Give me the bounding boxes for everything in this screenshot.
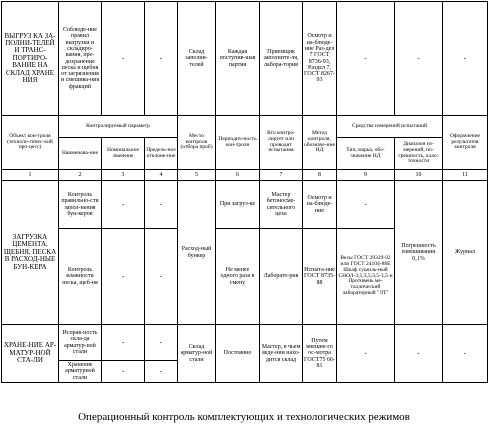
cell-means-storage: -: [337, 325, 395, 383]
cell-object-storage: ХРАНЕ-НИЕ АР-МАТУР-НОЙ СТА-ЛИ: [2, 325, 59, 383]
header-tolerance: Предель-ное отклоне-ние: [145, 138, 178, 170]
header-method: Метод контроля, обозначе-ние НД: [303, 116, 337, 170]
cell-periodicity-loading-1: При загруз-ке: [216, 181, 260, 229]
cell-place-loading: Расход-ный бункер: [178, 181, 216, 325]
column-numbers-row: [2, 170, 488, 181]
column-number: 5: [178, 170, 216, 181]
cell-tolerance-loading-2: -: [145, 229, 178, 325]
table-row-storage-1: [2, 325, 488, 361]
control-table: [1, 1, 488, 383]
header-object: Объект кон-троля (техноло-гичес-кий про-цесс): [2, 116, 59, 170]
cell-param-loading-1: Контроль правильно-сти запол-нения бун-керов: [59, 181, 102, 229]
header-row-1: [2, 116, 488, 138]
document-page: [1, 1, 487, 429]
cell-registration-unloading: -: [443, 2, 488, 116]
cell-registration-loading: Журнал: [443, 181, 488, 325]
cell-means-unloading: -: [337, 2, 395, 116]
cell-nominal-storage-2: -: [102, 361, 145, 383]
cell-periodicity-storage: Постоянно: [216, 325, 260, 383]
caption: Операционный контроль комплектующих и технологических режимов: [78, 411, 410, 423]
column-number: 6: [216, 170, 260, 181]
header-range: Диапазон из-мерений, по-грешность, класс точности: [395, 138, 443, 170]
header-means-type: Тип, марка, обо-значение НД: [337, 138, 395, 170]
header-place: Место контроля (отбора проб): [178, 116, 216, 170]
cell-object-loading: ЗАГРУЗКА ЦЕМЕНТА, ЩЕБНЯ, ПЕСКА В РАСХОД-НЫЕ БУН-КЕРА: [2, 181, 59, 325]
cell-param-loading-2: Контроль влажности песка, щеб-ня: [59, 229, 102, 325]
column-number: 3: [102, 170, 145, 181]
cell-tolerance-storage-2: -: [145, 361, 178, 383]
cell-tolerance-loading-1: -: [145, 181, 178, 229]
header-nominal: Номинальное значение: [102, 138, 145, 170]
column-number: 1: [2, 170, 59, 181]
cell-nominal-storage-1: -: [102, 325, 145, 361]
header-who: Кто контро-лирует или проводит испытания: [260, 116, 303, 170]
cell-tolerance-storage-1: -: [145, 325, 178, 361]
column-number: 9: [337, 170, 395, 181]
column-number: 4: [145, 170, 178, 181]
header-periodicity: Периодич-ность кон-троля: [216, 116, 260, 170]
cell-who-loading-2: Лаборато-рия: [260, 229, 303, 325]
cell-param-storage-2: Хранение арматурной стали: [59, 361, 102, 383]
cell-place-unloading: Склад заполни-телей: [178, 2, 216, 116]
table-row-loading-1: [2, 181, 488, 229]
cell-tolerance-unloading: -: [145, 2, 178, 116]
cell-who-unloading: Приемщик заполните-ля, лабора-тория: [260, 2, 303, 116]
cell-periodicity-unloading: Каждая поступив-шая партия: [216, 2, 260, 116]
cell-nominal-loading-2: -: [102, 229, 145, 325]
cell-method-unloading: Осмотр и на-блюде-ние Раз-дел 7 ГОСТ 8736-93, Раздел 7, ГОСТ 8267-93: [303, 2, 337, 116]
column-number: 10: [395, 170, 443, 181]
cell-method-storage: Путем внешне-го ос-мотра ГОСТ75 66-81: [303, 325, 337, 383]
table-row-unloading: [2, 2, 488, 116]
cell-param-unloading: Соблюде-ние правил выгрузки и складиро-вания, пре-дохранение песка и щебня от загрязнения и смешива-ния фракций: [59, 2, 102, 116]
column-number: 8: [303, 170, 337, 181]
header-means-group: Средства измерений испытаний: [337, 116, 443, 138]
cell-nominal-unloading: -: [102, 2, 145, 116]
cell-place-storage: Склад арматур-ной стали: [178, 325, 216, 383]
header-param-group: Контролируемый параметр: [59, 116, 178, 138]
column-number: 2: [59, 170, 102, 181]
cell-means-loading-2: Весы ГОСТ 29329-92 или ГОСТ 24104-88Е Шкаф сушиль-ный СНОЛ-3,5;3,5;3,5-3,5-и Противень ме-таллический лабораторный "ЛТ": [337, 229, 395, 325]
cell-range-storage: -: [395, 325, 443, 383]
cell-nominal-loading-1: -: [102, 181, 145, 229]
cell-method-loading-2: Испыта-ние ГОСТ 8735-88: [303, 229, 337, 325]
header-registration: Оформление результатов контроля: [443, 116, 488, 170]
cell-range-loading: Погрешность взвешивания 0,1%: [395, 181, 443, 325]
cell-means-loading-1: -: [337, 181, 395, 229]
cell-range-unloading: -: [395, 2, 443, 116]
cell-method-loading-1: Осмотр и на-блюде-ние: [303, 181, 337, 229]
cell-who-loading-1: Мастер бетоносме-сительного цеха: [260, 181, 303, 229]
cell-periodicity-loading-2: Не менее одного раза в смену: [216, 229, 260, 325]
cell-registration-storage: -: [443, 325, 488, 383]
column-number: 7: [260, 170, 303, 181]
header-param-name: Наименова-ние: [59, 138, 102, 170]
column-number: 11: [443, 170, 488, 181]
cell-object-unloading: ВЫГРУЗ КА ЗА-ПОЛНИ-ТЕЛЕЙ И ТРАНС-ПОРТИРО-ВАНИЕ НА СКЛАД ХРАНЕ НИЯ: [2, 2, 59, 116]
cell-who-storage: Мастер, в чьем веде-нии нахо-дится склад: [260, 325, 303, 383]
cell-param-storage-1: Исправ-ность скла-да арматур-ной стали: [59, 325, 102, 361]
